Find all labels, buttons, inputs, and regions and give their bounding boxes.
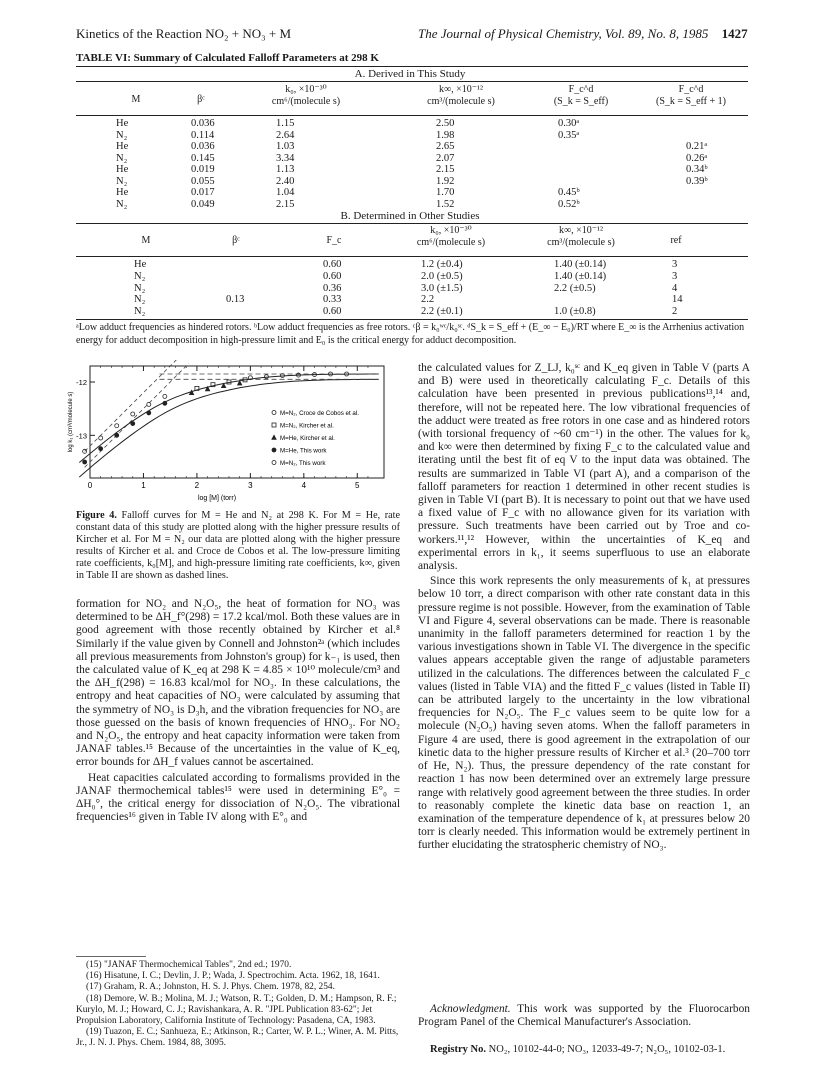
table-row xyxy=(76,163,748,175)
data-point xyxy=(131,422,135,426)
table-row xyxy=(76,186,748,198)
table-cell: 1.2 (±0.4) xyxy=(421,259,463,270)
table-cell: N₂ xyxy=(134,306,146,318)
table-cell: 1.40 (±0.14) xyxy=(554,259,607,270)
data-point xyxy=(83,449,87,453)
table-footnotes: ᵃLow adduct frequencies as hindered rotors. ᵇLow adduct frequencies as free rotors. ᶜβ = k₀ʷᶜ/k₀ˢᶜ. ᵈS_k = S_eff + (E_∞ − E₀)/RT where E_∞ is the Arrhenius activation energy for adduct decomposition in high-pressure limit and E₀ is the critical energy for adduct decomposition. xyxy=(76,322,745,346)
registry-text: NO₂, 10102-44-0; NO₃, 12033-49-7; N₂O₅, 10102-03-1. xyxy=(488,1044,726,1055)
table-cell: 1.15 xyxy=(276,118,295,129)
data-point xyxy=(115,433,119,437)
table-cell: 2.15 xyxy=(276,198,295,210)
table-cell: 2.64 xyxy=(276,129,295,141)
table-cell: 1.70 xyxy=(436,187,455,198)
acknowledgment-label: Acknowledgment. xyxy=(430,1003,511,1015)
table-cell: N₂ xyxy=(116,175,128,187)
table-cell: He xyxy=(116,118,129,129)
table-cell: 0.13 xyxy=(226,294,245,306)
left-column-body xyxy=(76,598,400,826)
table-cell: He xyxy=(134,259,147,270)
legend-label: M=He, Kircher et al. xyxy=(280,435,335,442)
table-b-col-header xyxy=(206,235,266,247)
table-cell: N₂ xyxy=(116,152,128,164)
legend-marker xyxy=(272,448,276,452)
table-header-line: cm⁶/(molecule s) xyxy=(416,236,486,248)
table-row xyxy=(76,140,748,152)
table-b-col-header xyxy=(116,235,176,247)
table-cell: N₂ xyxy=(116,129,128,141)
table-cell: 0.26ᵃ xyxy=(686,152,708,164)
table-b-col-header xyxy=(656,235,696,247)
table-header-line: cm³/(molecule s) xyxy=(427,95,495,107)
table-cell: 2.65 xyxy=(436,141,455,152)
data-point xyxy=(99,447,103,451)
table-cell: 0.017 xyxy=(191,187,215,198)
legend-marker xyxy=(272,435,277,440)
legend-label: M=N₂, This work xyxy=(280,460,326,467)
x-tick-label: 3 xyxy=(248,481,253,490)
table-row xyxy=(76,117,748,129)
table-cell: 2.07 xyxy=(436,152,455,164)
data-point xyxy=(147,402,151,406)
table-cell: 0.055 xyxy=(191,175,215,187)
x-tick-label: 0 xyxy=(87,481,93,490)
table-cell: 14 xyxy=(672,294,683,306)
table-cell: 0.34ᵇ xyxy=(686,164,708,175)
table-cell: 0.145 xyxy=(191,152,215,164)
table-row xyxy=(76,175,748,187)
table-cell: 3 xyxy=(672,270,678,282)
reference-list xyxy=(76,960,400,1050)
x-tick-label: 1 xyxy=(141,481,146,490)
x-tick-label: 4 xyxy=(301,481,307,490)
table-cell: 2.2 xyxy=(421,294,435,306)
reference-item: (18) Demore, W. B.; Molina, M. J.; Watson, R. T.; Golden, D. M.; Hampson, R. F.; Kurylo, M. J.; Howard, C. J.; Ravishankara, A. R. "JPL Publication 83-62"; Jet Propulsion Laboratory, California Institute of Technology: Pasadena, CA, 1983. xyxy=(76,993,397,1027)
table-cell: 1.52 xyxy=(436,198,455,210)
table-cell: 0.39ᵇ xyxy=(686,175,708,187)
falloff-curve-n2 xyxy=(79,374,378,463)
y-tick-label: -12 xyxy=(76,378,87,387)
table-cell: 1.03 xyxy=(276,141,295,152)
table-header-line: (S_k = S_eff) xyxy=(553,95,609,107)
table-cell: 3.34 xyxy=(276,152,295,164)
page-number: 1427 xyxy=(721,26,748,41)
table-cell: 2.50 xyxy=(436,118,455,129)
table-part-a-title: A. Derived in This Study xyxy=(354,68,466,80)
table-cell: He xyxy=(116,164,129,175)
running-header-title: Kinetics of the Reaction NO₂ + NO₃ + M xyxy=(76,26,292,41)
table-cell: 2.2 (±0.5) xyxy=(554,282,596,294)
table-cell: N₂ xyxy=(134,282,146,294)
table-header-line: k∞, ×10⁻¹² xyxy=(438,84,484,95)
paragraph: Since this work represents the only measurements of k₁ at pressures below 10 torr, a direct comparison with other rate constant data in this pressure regime is not possible. However, from the examination of Table VI and Figure 4, several observations can be made. There is reasonable unanimity in the falloff parameters determined for reaction 1 by the various investigations shown in Table VI. The divergence in the specific values appears acceptable given the range of adjustable parameters utilized in the calculations. The differences between the calculated F_c values (listed in Table VIA) and the fitted F_c values (listed in Table II) can be attributed largely to the uncertainty in the low vibrational frequencies for N₂O₅. The F_c values seem to be quite low for a molecule (N₂O₅) having seven atoms. When the falloff parameters in Figure 4 are used, there is good agreement in the extrapolation of our kinetic data to the higher pressure results of Kircher et al.³ (20–700 torr of He, N₂). Thus, the pressure dependency of the rate constant for reaction 1 has now been determined over an extremely large pressure range with relatively good agreement between the three studies. In order to reasonably complete the kinetic data base on reaction 1, an examination of the temperature dependence of k₁ at pressures below 20 torr is clearly needed. This information would be extremely pertinent in further elucidating the stratospheric chemistry of NO₃. xyxy=(418,575,750,852)
table-cell: 2.0 (±0.5) xyxy=(421,270,463,282)
table-cell: 1.92 xyxy=(436,175,455,187)
table-cell: 0.35ᵃ xyxy=(558,129,580,141)
table-b-rule xyxy=(76,223,748,224)
table-cell: 2 xyxy=(672,306,678,318)
table-cell: 0.60 xyxy=(323,270,342,282)
figure-4-caption xyxy=(76,510,400,582)
acknowledgment-text: This work was supported by the Fluorocarbon Program Panel of the Chemical Manufacturer's Association. xyxy=(418,1003,750,1029)
table-cell: 0.21ᵃ xyxy=(686,141,708,152)
table-part-b-title: B. Determined in Other Studies xyxy=(340,210,480,222)
right-column-body xyxy=(418,362,750,855)
reference-item: (17) Graham, R. A.; Johnston, H. S. J. Phys. Chem. 1978, 82, 254. xyxy=(86,982,335,993)
table-header-line: k∞, ×10⁻¹² xyxy=(558,225,604,236)
table-a-col-header xyxy=(251,84,361,107)
table-b-header xyxy=(76,225,748,255)
table-cell: 2.40 xyxy=(276,175,295,187)
table-cell: 0.036 xyxy=(191,141,215,152)
table-row xyxy=(76,258,748,270)
table-header-line: βᶜ xyxy=(197,94,205,105)
table-cell: 0.049 xyxy=(191,198,215,210)
table-header-line: F_c^d xyxy=(678,84,704,95)
figure-label: Figure 4. xyxy=(76,510,117,521)
y-axis-label: log k₁ (cm³/molecule s) xyxy=(68,391,74,453)
table-row xyxy=(76,198,748,210)
data-point xyxy=(163,401,167,405)
table-row xyxy=(76,152,748,164)
data-point xyxy=(131,412,135,416)
table-header-line: F_c xyxy=(326,235,342,246)
table-cell: 0.60 xyxy=(323,306,342,318)
legend-label: M=N₂, Croce de Cobos et al. xyxy=(280,410,359,417)
table-b-col-header xyxy=(396,225,506,248)
table-header-line: F_c^d xyxy=(568,84,594,95)
table-row xyxy=(76,129,748,141)
table-cell: 0.52ᵇ xyxy=(558,198,580,210)
table-b-header-rule xyxy=(76,256,748,257)
table-a-col-header xyxy=(636,84,746,107)
table-row xyxy=(76,293,748,305)
table-top-rule xyxy=(76,66,748,67)
low-pressure-limit-line xyxy=(85,363,189,467)
table-header-line: cm³/(molecule s) xyxy=(547,236,615,248)
table-cell: 0.36 xyxy=(323,282,342,294)
table-header-line: M xyxy=(141,235,151,246)
table-cell: 2.2 (±0.1) xyxy=(421,306,463,318)
table-cell: 0.019 xyxy=(191,164,215,175)
table-cell: 0.45ᵇ xyxy=(558,187,580,198)
table-cell: 0.114 xyxy=(191,129,215,141)
registry-label: Registry No. xyxy=(430,1044,486,1055)
reference-rule xyxy=(76,956,146,957)
table-a-col-header xyxy=(171,94,231,106)
table-header-line: k₀, ×10⁻³⁰ xyxy=(430,225,472,236)
table-row xyxy=(76,282,748,294)
table-cell: 3.0 (±1.5) xyxy=(421,282,463,294)
table-cell: 0.33 xyxy=(323,294,342,306)
table-bottom-rule xyxy=(76,319,748,320)
table-cell: N₂ xyxy=(134,270,146,282)
running-header-journal xyxy=(418,26,748,42)
table-cell: 1.04 xyxy=(276,187,295,198)
table-cell: He xyxy=(116,141,129,152)
table-header-line: ref xyxy=(670,235,682,246)
paragraph: Heat capacities calculated according to formalisms provided in the JANAF thermochemical tables¹⁵ were used in determining E°₀ = ΔH₀°, the critical energy for dissociation of N₂O₅. The vibrational frequencies¹⁶ given in Table IV along with E°₀ and xyxy=(76,771,400,824)
x-tick-label: 5 xyxy=(355,481,360,490)
table-a-header xyxy=(76,84,748,114)
x-tick-label: 2 xyxy=(194,481,200,490)
table-cell: 1.0 (±0.8) xyxy=(554,306,596,318)
table-cell: 4 xyxy=(672,282,678,294)
table-a-rule xyxy=(76,81,748,82)
table-a-col-header xyxy=(526,84,636,107)
table-cell: 0.60 xyxy=(323,259,342,270)
table-cell: N₂ xyxy=(134,294,146,306)
table-cell: 2.15 xyxy=(436,164,455,175)
table-header-line: βᶜ xyxy=(232,235,240,246)
legend-marker xyxy=(272,461,276,465)
table-cell: 1.40 (±0.14) xyxy=(554,270,607,282)
data-point xyxy=(147,411,151,415)
legend-marker xyxy=(272,411,276,415)
x-axis-label: log [M] (torr) xyxy=(197,495,237,502)
table-b-col-header xyxy=(526,225,636,248)
y-tick-label: -13 xyxy=(76,431,87,441)
reference-item: (19) Tuazon, E. C.; Sanhueza, E.; Atkinson, R.; Carter, W. P. L.; Winer, A. M. Pitts, Jr., J. N. J. Phys. Chem. 1984, 88, 3095. xyxy=(76,1027,399,1049)
table-title: TABLE VI: Summary of Calculated Falloff Parameters at 298 K xyxy=(76,52,379,64)
journal-citation: The Journal of Physical Chemistry, Vol. 89, No. 8, 1985 xyxy=(418,26,709,41)
table-cell: 1.98 xyxy=(436,129,455,141)
table-header-line: k₀, ×10⁻³⁰ xyxy=(285,84,327,95)
table-cell: 3 xyxy=(672,259,678,270)
acknowledgment xyxy=(418,1003,750,1031)
figure-caption-text: Falloff curves for M = He and N₂ at 298 K. For M = He, rate constant data of this study are plotted along with the higher pressure results of Kircher et al. For M = N₂ our data are plotted along with the higher pressure results of Kircher et al. and Croce de Cobos et al. The low-pressure limiting rate coefficients, k₀[M], and high-pressure limiting rate coefficients, k∞, given in Table II are shown as dashed lines. xyxy=(76,510,401,581)
table-cell: 0.036 xyxy=(191,118,215,129)
table-a-col-header xyxy=(406,84,516,107)
reference-item: (15) "JANAF Thermochemical Tables", 2nd ed.; 1970. xyxy=(86,960,292,970)
table-b-col-header xyxy=(304,235,364,247)
table-a-header-rule xyxy=(76,115,748,116)
registry-numbers xyxy=(430,1044,750,1055)
table-row xyxy=(76,270,748,282)
table-a-col-header xyxy=(106,94,166,106)
table-header-line: (S_k = S_eff + 1) xyxy=(656,95,726,107)
table-cell: 1.13 xyxy=(276,164,295,175)
legend-marker xyxy=(272,423,276,427)
paragraph: the calculated values for Z_LJ, k₀ˢᶜ and K_eq given in Table V (parts A and B) were used in theoretically calculating F_c. Details of this calculation have been presented in previous publications¹³,¹⁴ and, therefore, will not be repeated here. The low vibrational frequencies of the adduct were treated as free rotors in one case and as hindered rotors (with torsional frequency of ~60 cm⁻¹) in the other. The values for k₀ and k∞ were then determined by fixing F_c to the calculated value and iterating until the best fit of eq V to the input data was obtained. The results are summarized in Table VI (part A), and a comparison of the falloff parameters for reaction 1 determined in other recent studies is given in Table VI (part B). It is necessary to point out that we have used a fixed value of F_c with no allowance given for its variation with pressure. Such treatments have been carried out by Troe and co-workers.¹¹,¹² However, within the uncertainties of K_eq and experimental errors in k₁, it seems superfluous to use an elaborate analysis. xyxy=(418,362,750,573)
legend-label: M=N₂, Kircher et al. xyxy=(280,422,334,430)
data-point xyxy=(99,436,103,440)
table-header-line: cm⁶/(molecule s) xyxy=(271,95,341,107)
reference-item: (16) Hisatune, I. C.; Devlin, J. P.; Wada, J. Spectrochim. Acta. 1962, 18, 1641. xyxy=(86,971,380,982)
paragraph: formation for NO₂ and N₂O₅, the heat of formation for NO₃ was determined to be ΔH_f°(298) = 17.2 kcal/mol. Both these values are in good agreement with those recently obtained by Kircher et al.⁸ Similarly if the value given by Connell and Johnston²ᵃ (which includes all previous measurements from Johnston's group) for k₋₁ is used, then the calculated value of K_eq at 298 K = 4.85 × 10¹⁰ molecule/cm³ and the ΔH_f(298) = 16.83 kcal/mol for NO₃. In these calculations, the entropy and heat capacities of NO₃ were calculated by assuming that the symmetry of NO₃ is D₃h, and the vibration frequencies for NO₃ are those guessed on the basis of known frequencies of HNO₃. For NO₂ and N₂O₅, the entropy and heat capacity information were taken from JANAF tables.¹⁵ Because of the uncertainties in the value of K_eq, error bounds for ΔH_f values cannot be ascertained. xyxy=(76,598,400,769)
table-row xyxy=(76,305,748,317)
figure-4-chart xyxy=(64,360,400,508)
data-point xyxy=(115,424,119,428)
data-point xyxy=(83,460,87,464)
table-header-line: M xyxy=(131,94,141,105)
table-cell: He xyxy=(116,187,129,198)
legend-label: M=He, This work xyxy=(280,447,327,455)
table-cell: 0.30ᵃ xyxy=(558,118,580,129)
data-point xyxy=(163,394,167,398)
table-cell: N₂ xyxy=(116,198,128,210)
